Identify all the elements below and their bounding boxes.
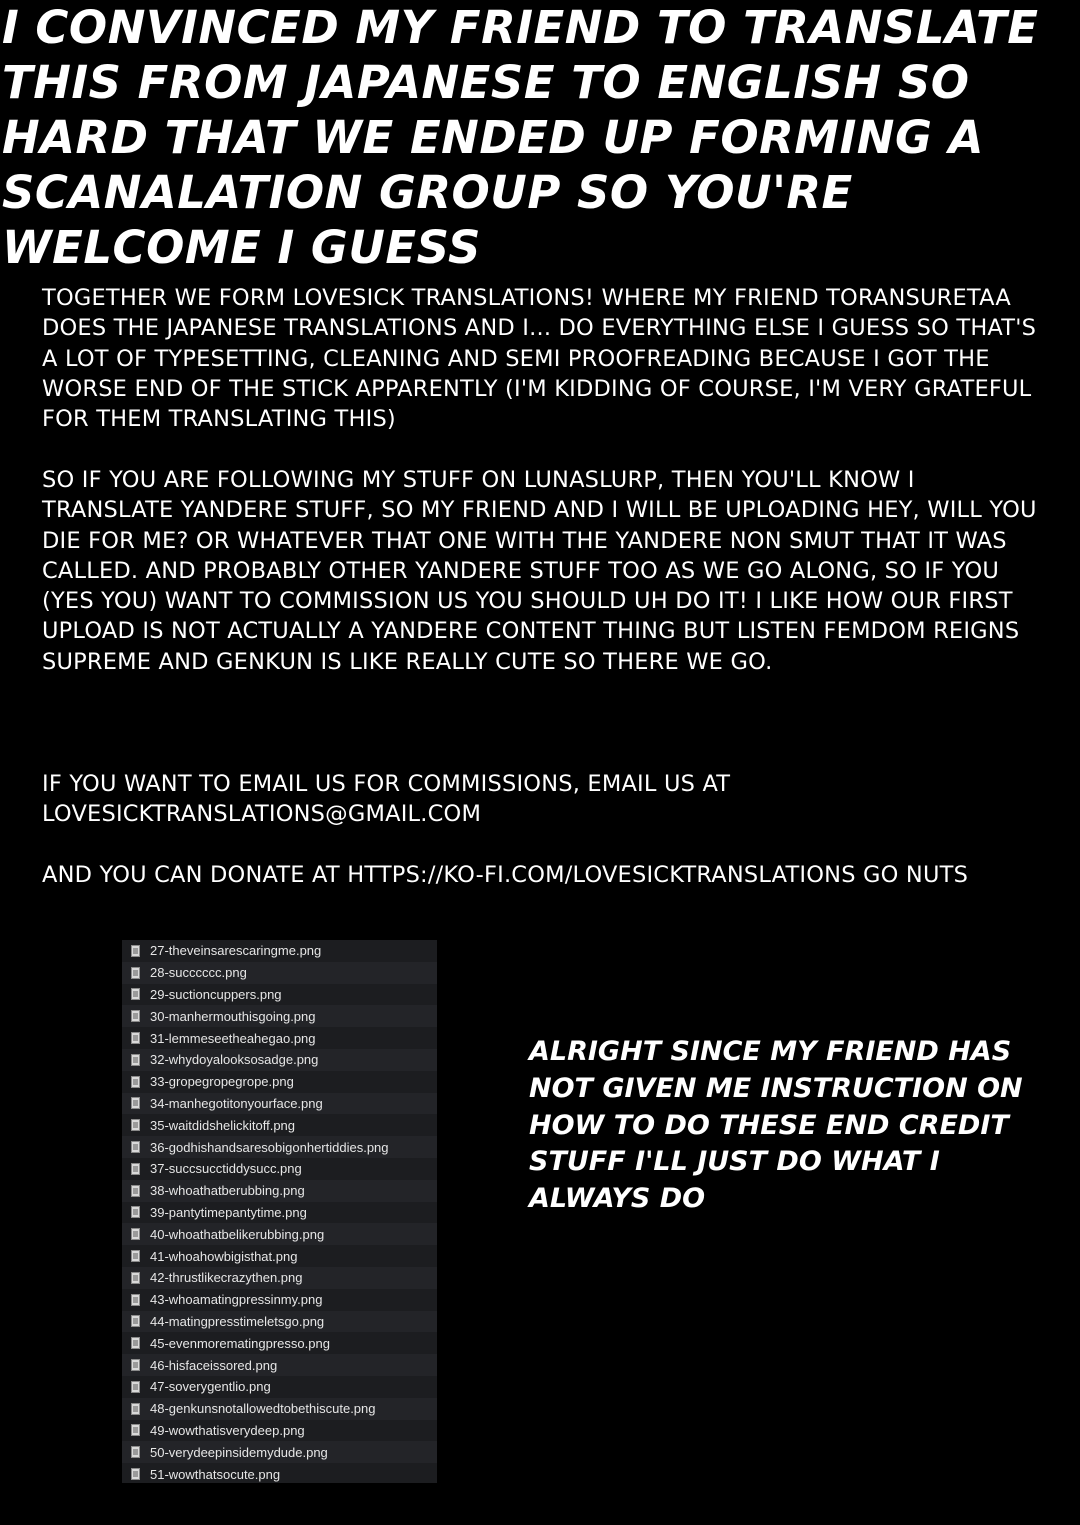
image-file-icon (131, 1294, 140, 1306)
file-name: 49-wowthatisverydeep.png (150, 1422, 305, 1438)
file-name: 51-wowthatsocute.png (150, 1466, 281, 1482)
file-name: 35-waitdidshelickitoff.png (150, 1117, 296, 1133)
image-file-icon (131, 1032, 140, 1044)
image-file-icon (131, 1337, 140, 1349)
file-list (122, 940, 437, 1483)
image-file-icon (131, 1403, 140, 1415)
uploads-paragraph: SO IF YOU ARE FOLLOWING MY STUFF ON LUNASLURP, THEN YOU'LL KNOW I TRANSLATE YANDERE STUFF, SO MY FRIEND AND I WILL BE UPLOADING HEY, WILL YOU DIE FOR ME? OR WHATEVER THAT ONE WITH THE YANDERE NON SMUT THAT IT WAS CALLED. AND PROBABLY OTHER YANDERE STUFF TOO AS WE GO ALONG, SO IF YOU (YES YOU) WANT TO COMMISSION US YOU SHOULD UH DO IT! I LIKE HOW OUR FIRST UPLOAD IS NOT ACTUALLY A YANDERE CONTENT THING BUT LISTEN FEMDOM REIGNS SUPREME AND GENKUN IS LIKE REALLY CUTE SO THERE WE GO. (42, 467, 1037, 675)
file-list-item[interactable] (122, 1441, 437, 1463)
image-file-icon (131, 1315, 140, 1327)
file-list-item[interactable] (122, 1420, 437, 1442)
file-name: 30-manhermouthisgoing.png (150, 1008, 316, 1024)
image-file-icon (131, 1206, 140, 1218)
file-name: 29-suctioncuppers.png (150, 986, 282, 1002)
donate-paragraph: AND YOU CAN DONATE AT HTTPS://KO-FI.COM/LOVESICKTRANSLATIONS GO NUTS (42, 862, 969, 888)
file-name: 34-manhegotitonyourface.png (150, 1095, 323, 1111)
image-file-icon (131, 988, 140, 1000)
file-list-item[interactable] (122, 1005, 437, 1027)
file-name: 41-whoahowbigisthat.png (150, 1248, 298, 1264)
image-file-icon (131, 1119, 140, 1131)
image-file-icon (131, 1228, 140, 1240)
image-file-icon (131, 945, 140, 957)
image-file-icon (131, 1424, 140, 1436)
file-name: 39-pantytimepantytime.png (150, 1204, 307, 1220)
file-name: 46-hisfaceissored.png (150, 1357, 278, 1373)
file-list-item[interactable] (122, 1049, 437, 1071)
file-list-item[interactable] (122, 1071, 437, 1093)
file-list-item[interactable] (122, 1398, 437, 1420)
file-name: 42-thrustlikecrazythen.png (150, 1270, 303, 1286)
file-list-item[interactable] (122, 1245, 437, 1267)
file-name: 32-whydoyalooksosadge.png (150, 1052, 319, 1068)
image-file-icon (131, 967, 140, 979)
file-list-item[interactable] (122, 1158, 437, 1180)
file-list-item[interactable] (122, 1114, 437, 1136)
file-name: 50-verydeepinsidemydude.png (150, 1444, 328, 1460)
page-title: I CONVINCED MY FRIEND TO TRANSLATE THIS FROM JAPANESE TO ENGLISH SO HARD THAT WE ENDED UP FORMING A SCANALATION GROUP SO YOU'RE WELCOME I GUESS (2, 1, 1039, 274)
file-name: 48-genkunsnotallowedtobethiscute.png (150, 1401, 376, 1417)
file-name: 47-soverygentlio.png (150, 1379, 271, 1395)
image-file-icon (131, 1076, 140, 1088)
file-list-item[interactable] (122, 1332, 437, 1354)
image-file-icon (131, 1141, 140, 1153)
file-list-item[interactable] (122, 1093, 437, 1115)
file-name: 37-succsucctiddysucc.png (150, 1161, 302, 1177)
image-file-icon (131, 1359, 140, 1371)
file-list-item[interactable] (122, 984, 437, 1006)
image-file-icon (131, 1097, 140, 1109)
side-note: ALRIGHT SINCE MY FRIEND HAS NOT GIVEN ME INSTRUCTION ON HOW TO DO THESE END CREDIT STUFF I'LL JUST DO WHAT I ALWAYS DO (529, 1036, 1023, 1215)
file-name: 28-succcccc.png (150, 965, 247, 981)
file-name: 44-matingpresstimeletsgo.png (150, 1313, 325, 1329)
file-list-item[interactable] (122, 1027, 437, 1049)
file-list-item[interactable] (122, 940, 437, 962)
email-paragraph: IF YOU WANT TO EMAIL US FOR COMMISSIONS, EMAIL US AT LOVESICKTRANSLATIONS@GMAIL.COM (42, 771, 731, 828)
file-list-item[interactable] (122, 1463, 437, 1483)
file-list-item[interactable] (122, 1136, 437, 1158)
image-file-icon (131, 1381, 140, 1393)
image-file-icon (131, 1446, 140, 1458)
file-name: 45-evenmorematingpresso.png (150, 1335, 330, 1351)
file-name: 36-godhishandsaresobigonhertiddies.png (150, 1139, 389, 1155)
image-file-icon (131, 1054, 140, 1066)
image-file-icon (131, 1250, 140, 1262)
file-list-item[interactable] (122, 1289, 437, 1311)
file-list-item[interactable] (122, 1354, 437, 1376)
image-file-icon (131, 1468, 140, 1480)
file-list-item[interactable] (122, 1311, 437, 1333)
image-file-icon (131, 1163, 140, 1175)
file-name: 38-whoathatberubbing.png (150, 1183, 305, 1199)
file-name: 40-whoathatbelikerubbing.png (150, 1226, 325, 1242)
file-name: 33-gropegropegrope.png (150, 1074, 294, 1090)
file-name: 43-whoamatingpressinmy.png (150, 1292, 323, 1308)
intro-paragraph: TOGETHER WE FORM LOVESICK TRANSLATIONS! WHERE MY FRIEND TORANSURETAA DOES THE JAPANESE TRANSLATIONS AND I... DO EVERYTHING ELSE I GUESS SO THAT'S A LOT OF TYPESETTING, CLEANING AND SEMI PROOFREADING BECAUSE I GOT THE WORSE END OF THE STICK APPARENTLY (I'M KIDDING OF COURSE, I'M VERY GRATEFUL FOR THEM TRANSLATING THIS) (42, 285, 1037, 433)
image-file-icon (131, 1272, 140, 1284)
file-list-item[interactable] (122, 1202, 437, 1224)
image-file-icon (131, 1185, 140, 1197)
file-list-item[interactable] (122, 1180, 437, 1202)
file-list-item[interactable] (122, 1376, 437, 1398)
file-list-item[interactable] (122, 1223, 437, 1245)
file-name: 27-theveinsarescaringme.png (150, 943, 322, 959)
image-file-icon (131, 1010, 140, 1022)
file-list-item[interactable] (122, 962, 437, 984)
file-list-item[interactable] (122, 1267, 437, 1289)
file-name: 31-lemmeseetheahegao.png (150, 1030, 316, 1046)
